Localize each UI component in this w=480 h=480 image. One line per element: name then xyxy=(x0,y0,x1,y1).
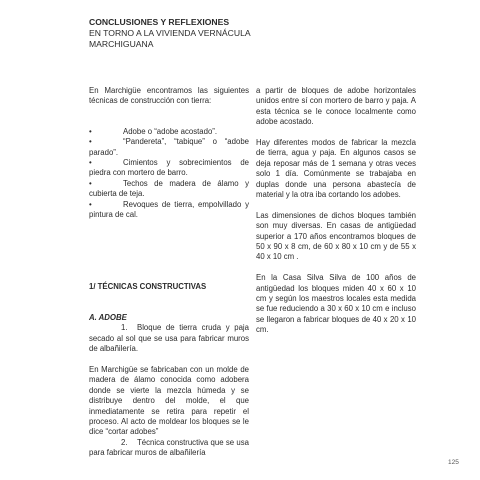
body-paragraph: En Marchigüe se fabricaban con un molde de madera de álamo conocida como adobera donde se vierte la mezcla húmeda y se distribuye dentro del molde, el que inmediatamente se retira para repetir el proceso. Al acto de moldear los bloques se le dice “cortar adobes” xyxy=(89,364,249,437)
bullet-dot: • xyxy=(89,158,92,168)
item-text: Técnica constructiva que se usa para fabricar muros de albañilería xyxy=(89,437,249,458)
subsection-title: A. ADOBE xyxy=(89,312,127,322)
right-column xyxy=(256,86,416,336)
chapter-subtitle-line-2: MARCHIGUANA xyxy=(89,39,154,49)
section-title: 1/ TÉCNICAS CONSTRUCTIVAS xyxy=(89,282,207,292)
bullet-dot: • xyxy=(89,178,92,188)
chapter-header xyxy=(89,17,289,50)
bullet-dot: • xyxy=(89,126,92,136)
item-number: 1. xyxy=(121,323,128,333)
chapter-subtitle-line-1: EN TORNO A LA VIVIENDA VERNÁCULA xyxy=(89,28,251,38)
numbered-item-2 xyxy=(89,438,249,459)
bullet-item xyxy=(89,127,249,137)
body-paragraph: En la Casa Silva Silva de 100 años de antigüedad los bloques miden 40 x 60 x 10 cm y según los maestros locales esta medida se fue reduciendo a 30 x 60 x 10 cm e incluso se llegaron a fabricar bloques de 40 x 20 x 10 cm. xyxy=(256,273,416,335)
numbered-item-1 xyxy=(89,323,249,354)
left-column xyxy=(89,86,249,459)
bullet-text: Revoques de tierra, empolvillado y pintura de cal. xyxy=(89,199,249,220)
intro-paragraph: En Marchigüe encontramos las siguientes técnicas de construcción con tierra: xyxy=(89,86,249,106)
body-paragraph: a partir de bloques de adobe horizontales unidos entre sí con mortero de barro y paja. A esta técnica se le conoce localmente como adobe acostado. xyxy=(256,86,416,127)
bullet-dot: • xyxy=(89,199,92,209)
bullet-item xyxy=(89,137,249,158)
bullet-text: “Pandereta”, “tabique” o “adobe parado”. xyxy=(89,137,249,157)
bullet-dot: • xyxy=(89,137,92,147)
item-number: 2. xyxy=(121,437,128,447)
bullet-item xyxy=(89,158,249,179)
bullet-text: Cimientos y sobrecimientos de piedra con mortero de barro. xyxy=(89,158,249,178)
body-paragraph: Las dimensiones de dichos bloques también son muy diversas. En casas de antigüedad superior a 170 años encontramos bloques de 50 x 90 x 8 cm, de 60 x 80 x 10 cm y de 55 x 40 x 10 cm . xyxy=(256,210,416,262)
page-number: 125 xyxy=(448,459,459,466)
bullet-item xyxy=(89,200,249,221)
item-text: Bloque de tierra cruda y paja secado al sol que se usa para fabricar muros de albañilería. xyxy=(89,323,249,354)
bullet-item xyxy=(89,179,249,200)
bullet-text: Techos de madera de álamo y cubierta de teja. xyxy=(89,178,249,199)
bullet-text: Adobe o “adobe acostado”. xyxy=(123,126,218,136)
body-paragraph: Hay diferentes modos de fabricar la mezcla de tierra, agua y paja. En algunos casos se deja reposar más de 1 semana y otras veces solo 1 día. Comúnmente se trabajaba en duplas donde una persona abastecía de material y la otra iba cortando los adobes. xyxy=(256,138,416,200)
chapter-title: CONCLUSIONES Y REFLEXIONES xyxy=(89,17,230,27)
